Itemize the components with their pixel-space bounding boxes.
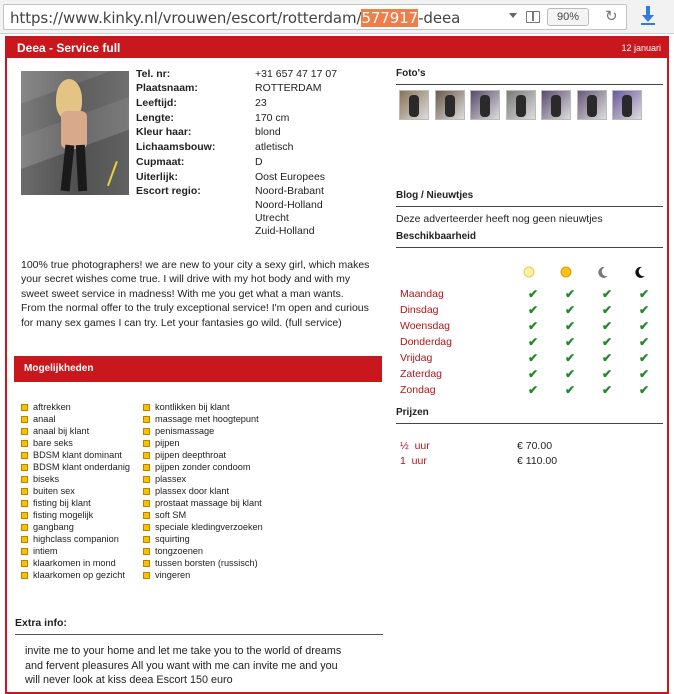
price-duration: 1 uur (400, 455, 427, 467)
photo-thumbnail[interactable] (506, 90, 536, 120)
service-item (143, 437, 263, 449)
service-item (21, 413, 130, 425)
bullet-square-icon (21, 428, 28, 435)
service-label: soft SM (155, 510, 187, 520)
ad-title: Deea - Service full (17, 41, 121, 55)
check-icon: ✔ (565, 303, 576, 317)
photo-thumbnail[interactable] (470, 90, 500, 120)
bullet-square-icon (21, 488, 28, 495)
service-item (21, 473, 130, 485)
service-item (143, 401, 263, 413)
bullet-square-icon (143, 548, 150, 555)
service-label: plassex (155, 474, 187, 484)
bullet-square-icon (143, 404, 150, 411)
service-item (143, 449, 263, 461)
reader-view-icon[interactable] (526, 11, 540, 23)
services-column-2 (143, 401, 263, 581)
service-item (21, 545, 130, 557)
service-label: pijpen zonder condoom (155, 462, 251, 472)
evening-moon-icon (596, 265, 610, 279)
services-title: Mogelijkheden (24, 363, 94, 374)
service-label: pijpen (155, 438, 180, 448)
service-label: fisting bij klant (33, 498, 91, 508)
profile-label: Leeftijd: (136, 97, 177, 109)
photo-thumbnail[interactable] (399, 90, 429, 120)
profile-value: 23 (255, 97, 267, 109)
photo-thumbnails (399, 90, 649, 120)
service-item (21, 425, 130, 437)
bullet-square-icon (21, 500, 28, 507)
service-label: gangbang (33, 522, 74, 532)
check-icon: ✔ (639, 367, 650, 381)
service-item (21, 569, 130, 581)
profile-label: Escort regio: (136, 185, 201, 197)
service-label: BDSM klant dominant (33, 450, 122, 460)
service-label: aftrekken (33, 402, 71, 412)
photo-thumbnail[interactable] (541, 90, 571, 120)
extra-info-title: Extra info: (15, 617, 67, 629)
service-item (143, 557, 263, 569)
bullet-square-icon (21, 440, 28, 447)
service-label: highclass companion (33, 534, 119, 544)
price-amount: € 70.00 (517, 440, 553, 452)
check-icon: ✔ (528, 319, 539, 333)
check-icon: ✔ (565, 335, 576, 349)
bullet-square-icon (21, 572, 28, 579)
day-name: Woensdag (400, 320, 451, 332)
price-duration: ½ uur (400, 440, 430, 452)
url-dropdown-icon[interactable] (509, 13, 517, 18)
divider (15, 634, 383, 635)
check-icon: ✔ (565, 351, 576, 365)
service-item (143, 413, 263, 425)
service-label: tongzoenen (155, 546, 204, 556)
check-icon: ✔ (528, 367, 539, 381)
check-icon: ✔ (528, 351, 539, 365)
service-item (143, 509, 263, 521)
bullet-square-icon (143, 452, 150, 459)
day-name: Dinsdag (400, 304, 439, 316)
service-item (21, 401, 130, 413)
blog-title: Blog / Nieuwtjes (396, 190, 474, 201)
browser-toolbar (0, 0, 674, 34)
service-item (143, 461, 263, 473)
service-item (21, 485, 130, 497)
service-label: fisting mogelijk (33, 510, 94, 520)
service-label: vingeren (155, 570, 191, 580)
availability-row (400, 318, 660, 334)
bullet-square-icon (143, 524, 150, 531)
profile-value: blond (255, 126, 281, 138)
profile-value: atletisch (255, 141, 294, 153)
bullet-square-icon (143, 464, 150, 471)
bullet-square-icon (21, 476, 28, 483)
price-amount: € 110.00 (517, 455, 558, 467)
service-label: biseks (33, 474, 60, 484)
bullet-square-icon (143, 572, 150, 579)
photo-thumbnail[interactable] (577, 90, 607, 120)
profile-photo[interactable] (21, 71, 129, 195)
service-item (143, 485, 263, 497)
download-icon[interactable] (640, 6, 656, 26)
photo-thumbnail[interactable] (435, 90, 465, 120)
bullet-square-icon (143, 440, 150, 447)
service-label: anaal bij klant (33, 426, 90, 436)
extra-info-text: invite me to your home and let me take you to the world of dreams and fervent pleasures All you want with me can invite me and you will never look at kiss deea Escort 150 euro (25, 645, 342, 686)
service-item (21, 461, 130, 473)
check-icon: ✔ (528, 287, 539, 301)
blog-text: Deze adverteerder heeft nog geen nieuwtjes (396, 213, 603, 225)
services-column-1 (21, 401, 130, 581)
day-name: Zaterdag (400, 368, 443, 380)
bullet-square-icon (21, 512, 28, 519)
divider (396, 423, 663, 424)
night-moon-icon (633, 265, 647, 279)
profile-value: Zuid-Holland (255, 225, 315, 237)
service-label: massage met hoogtepunt (155, 414, 259, 424)
service-label: klaarkomen op gezicht (33, 570, 125, 580)
day-name: Zondag (400, 384, 436, 396)
reload-icon[interactable]: ↻ (605, 8, 618, 25)
profile-label: Tel. nr: (136, 68, 171, 80)
url-bar[interactable] (3, 4, 627, 30)
divider (396, 84, 663, 85)
service-item (143, 425, 263, 437)
day-name: Vrijdag (400, 352, 433, 364)
check-icon: ✔ (602, 351, 613, 365)
availability-row (400, 286, 660, 302)
availability-row (400, 382, 660, 398)
service-item (143, 569, 263, 581)
services-header (14, 356, 382, 382)
service-label: anaal (33, 414, 56, 424)
availability-row (400, 334, 660, 350)
profile-label: Lichaamsbouw: (136, 141, 216, 153)
photo-thumbnail[interactable] (612, 90, 642, 120)
availability-row (400, 350, 660, 366)
bullet-square-icon (143, 500, 150, 507)
service-item (21, 437, 130, 449)
bullet-square-icon (21, 452, 28, 459)
check-icon: ✔ (602, 303, 613, 317)
bullet-square-icon (21, 524, 28, 531)
service-label: penismassage (155, 426, 215, 436)
service-label: tussen borsten (russisch) (155, 558, 258, 568)
check-icon: ✔ (565, 383, 576, 397)
bullet-square-icon (143, 560, 150, 567)
divider (396, 247, 663, 248)
service-item (143, 473, 263, 485)
prices-title: Prijzen (396, 407, 429, 418)
service-label: speciale kledingverzoeken (155, 522, 263, 532)
bullet-square-icon (21, 416, 28, 423)
ad-date: 12 januari (621, 43, 661, 53)
check-icon: ✔ (639, 335, 650, 349)
check-icon: ✔ (528, 383, 539, 397)
morning-sun-icon (522, 265, 536, 279)
profile-value: D (255, 156, 263, 168)
service-label: prostaat massage bij klant (155, 498, 262, 508)
service-item (21, 533, 130, 545)
service-item (143, 533, 263, 545)
check-icon: ✔ (602, 383, 613, 397)
check-icon: ✔ (602, 287, 613, 301)
bullet-square-icon (143, 416, 150, 423)
availability-row (400, 366, 660, 382)
profile-value: 170 cm (255, 112, 290, 124)
check-icon: ✔ (565, 287, 576, 301)
bullet-square-icon (143, 428, 150, 435)
service-label: bare seks (33, 438, 73, 448)
service-label: buiten sex (33, 486, 75, 496)
service-label: klaarkomen in mond (33, 558, 116, 568)
service-item (21, 509, 130, 521)
bullet-square-icon (143, 536, 150, 543)
service-item (143, 521, 263, 533)
bullet-square-icon (21, 548, 28, 555)
profile-value: Noord-Brabant (255, 185, 324, 197)
check-icon: ✔ (602, 335, 613, 349)
check-icon: ✔ (639, 319, 650, 333)
service-item (143, 497, 263, 509)
bullet-square-icon (21, 536, 28, 543)
check-icon: ✔ (528, 303, 539, 317)
service-label: BDSM klant onderdanig (33, 462, 131, 472)
profile-value: Utrecht (255, 212, 289, 224)
zoom-level-button[interactable]: 90% (547, 8, 589, 26)
check-icon: ✔ (565, 367, 576, 381)
availability-table (396, 262, 666, 397)
profile-description: 100% true photographers! we are new to your city a sexy girl, which makes your secret wishes come true. I will drive with my hot body and with my sweet sweet service in madness! With me you get what a man wants. From the normal offer to the truly exceptional service! I'm open and curious for many sex games I can try. Let your fantasies go wild. (full service) (21, 259, 370, 329)
check-icon: ✔ (639, 383, 650, 397)
profile-label: Kleur haar: (136, 126, 192, 138)
profile-value: +31 657 47 17 07 (255, 68, 338, 80)
service-item (143, 545, 263, 557)
service-label: plassex door klant (155, 486, 230, 496)
service-label: pijpen deepthroat (155, 450, 227, 460)
day-name: Maandag (400, 288, 444, 300)
divider (396, 206, 663, 207)
availability-title: Beschikbaarheid (396, 231, 477, 242)
profile-value: Oost Europees (255, 171, 326, 183)
bullet-square-icon (21, 464, 28, 471)
ad-header (5, 36, 669, 58)
check-icon: ✔ (639, 287, 650, 301)
service-item (21, 557, 130, 569)
check-icon: ✔ (639, 303, 650, 317)
afternoon-sun-icon (559, 265, 573, 279)
url-text[interactable]: https://www.kinky.nl/vrouwen/escort/rotterdam/577917-deea (10, 9, 461, 27)
service-item (21, 497, 130, 509)
service-item (21, 521, 130, 533)
bullet-square-icon (21, 560, 28, 567)
service-label: intiem (33, 546, 58, 556)
profile-value: Noord-Holland (255, 199, 323, 211)
profile-label: Lengte: (136, 112, 174, 124)
check-icon: ✔ (602, 319, 613, 333)
photos-title: Foto's (396, 68, 426, 79)
service-label: squirting (155, 534, 190, 544)
check-icon: ✔ (639, 351, 650, 365)
check-icon: ✔ (565, 319, 576, 333)
service-item (21, 449, 130, 461)
bullet-square-icon (143, 488, 150, 495)
day-name: Donderdag (400, 336, 452, 348)
check-icon: ✔ (602, 367, 613, 381)
bullet-square-icon (143, 512, 150, 519)
check-icon: ✔ (528, 335, 539, 349)
profile-label: Plaatsnaam: (136, 82, 198, 94)
profile-value: ROTTERDAM (255, 82, 322, 94)
bullet-square-icon (143, 476, 150, 483)
profile-label: Cupmaat: (136, 156, 185, 168)
profile-label: Uiterlijk: (136, 171, 179, 183)
bullet-square-icon (21, 404, 28, 411)
availability-row (400, 302, 660, 318)
service-label: kontlikken bij klant (155, 402, 230, 412)
